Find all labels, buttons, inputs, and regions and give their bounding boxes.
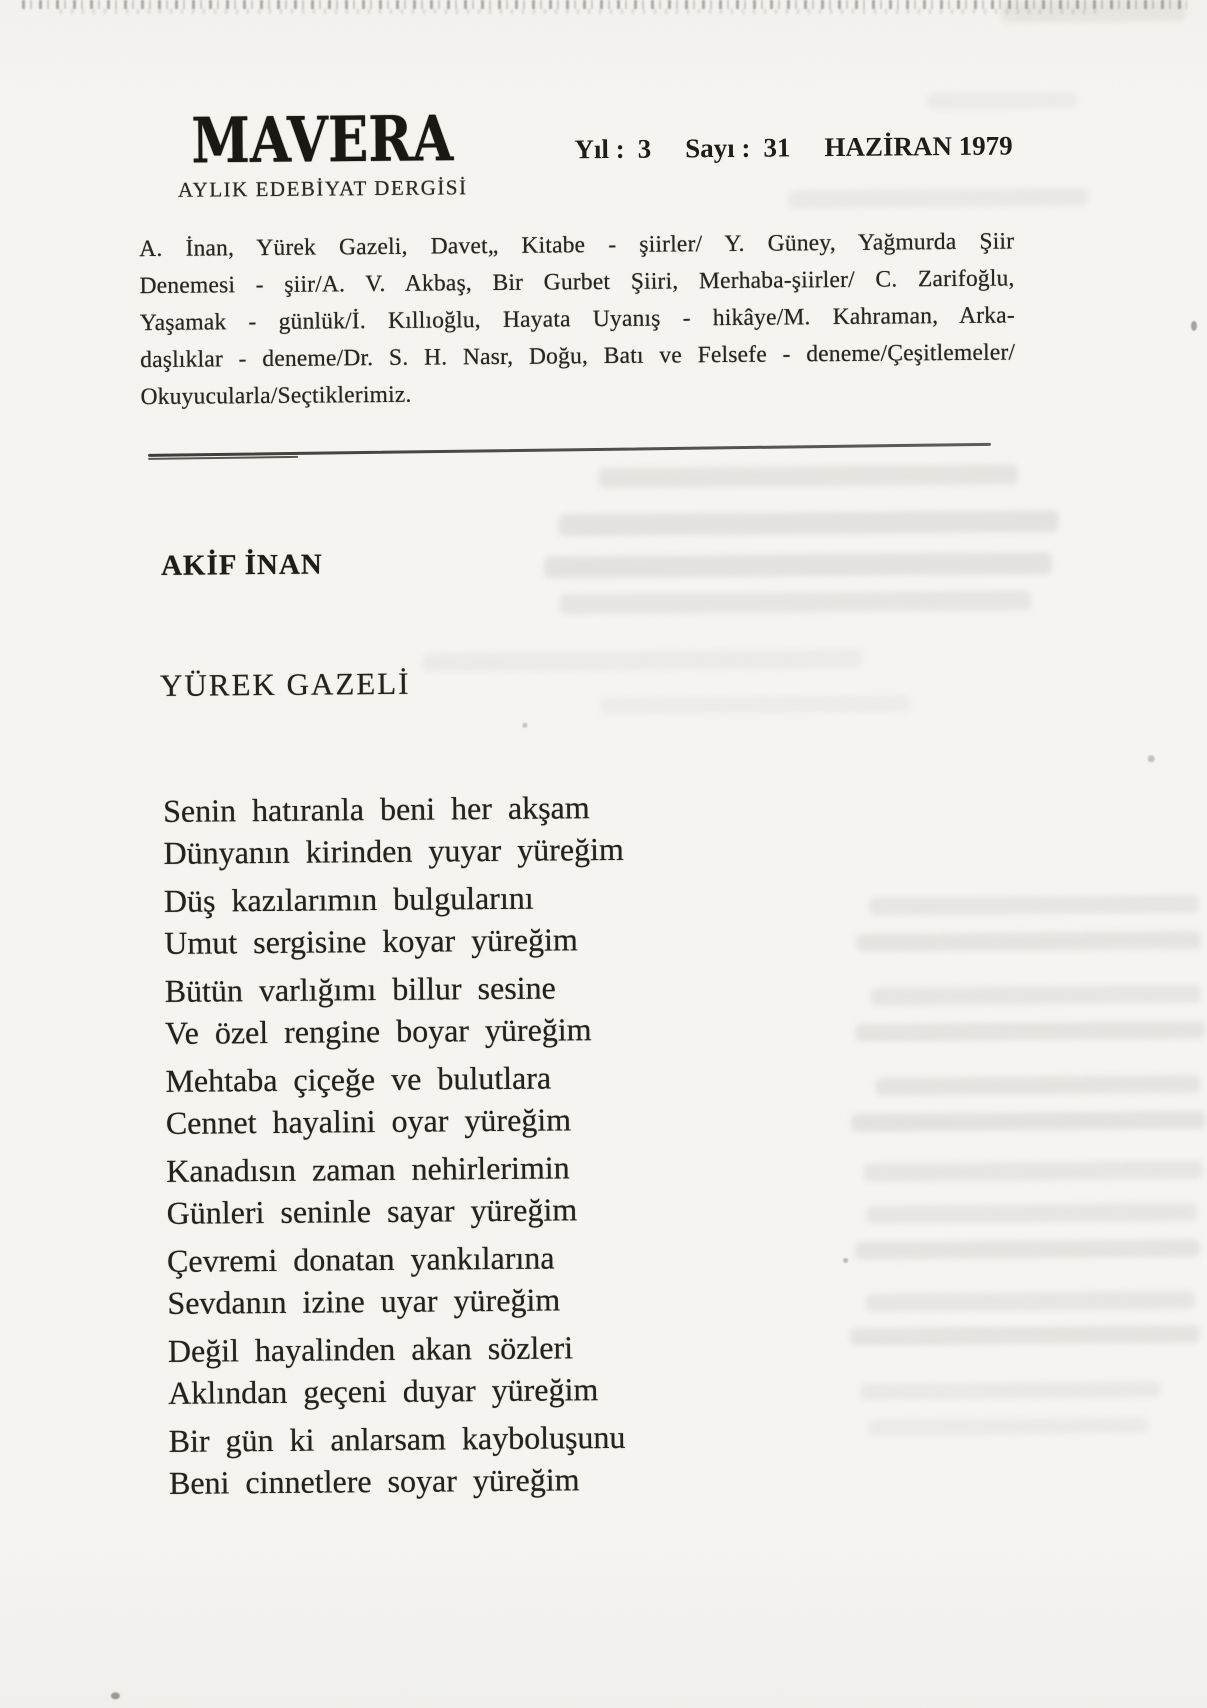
poem-line: Bütün varlığımı billur sesine <box>164 969 556 1009</box>
ghost-text-artifact <box>867 1203 1197 1224</box>
year-value: 3 <box>637 133 652 164</box>
table-of-contents <box>139 223 1016 416</box>
issue-info <box>574 130 1013 165</box>
ghost-text-artifact <box>855 1239 1200 1260</box>
poem-line: Beni cinnetlere soyar yüreğim <box>168 1461 580 1501</box>
ghost-text-artifact <box>876 1075 1201 1096</box>
ink-speck <box>1191 321 1197 331</box>
poem-line: Umut sergisine koyar yüreğim <box>164 921 579 961</box>
month-year: HAZİRAN 1979 <box>824 130 1013 163</box>
ghost-text-artifact <box>559 590 1031 614</box>
ghost-text-artifact <box>559 510 1059 536</box>
magazine-subtitle: AYLIK EDEBİYAT DERGİSİ <box>177 175 468 202</box>
couplet <box>163 786 624 874</box>
issue-value: 31 <box>763 132 791 163</box>
ghost-text-artifact <box>865 1291 1195 1312</box>
poem-line: Günleri seninle sayar yüreğim <box>166 1191 578 1231</box>
poem-line: Mehtaba çiçeğe ve bulutlara <box>165 1059 552 1099</box>
year-label: Yıl : <box>574 133 625 165</box>
toc-line: Denemesi - şiir/A. V. Akbaş, Bir Gurbet Şiiri, Merhaba-şiirler/ C. Zarifoğlu, <box>139 265 1015 300</box>
divider-rule <box>148 443 991 457</box>
ghost-text-artifact <box>871 985 1201 1006</box>
couplet <box>164 876 625 964</box>
poem-line: Ve özel rengine boyar yüreğim <box>164 1011 592 1051</box>
ghost-text-artifact <box>598 464 1018 488</box>
ghost-text-artifact <box>600 695 910 714</box>
ghost-text-artifact <box>544 552 1052 578</box>
poem-author: AKİF İNAN <box>160 548 323 582</box>
poem-line: Çevremi donatan yankılarına <box>166 1239 555 1279</box>
toc-line: A. İnan, Yürek Gazeli, Davet„ Kitabe - şiirler/ Y. Güney, Yağmurda Şiir <box>139 228 1015 263</box>
ghost-text-artifact <box>851 1111 1206 1132</box>
ink-speck <box>1148 755 1155 762</box>
couplet <box>167 1236 628 1324</box>
ghost-text-artifact <box>855 1021 1205 1042</box>
toc-line: daşlıklar - deneme/Dr. S. H. Nasr, Doğu, Batı ve Felsefe - deneme/Çeşitlemeler/ <box>140 339 1016 374</box>
ghost-text-artifact <box>860 1381 1160 1400</box>
couplet <box>165 1056 626 1144</box>
poem-line: Düş kazılarımın bulgularını <box>163 879 534 919</box>
ink-speck <box>522 723 527 728</box>
poem-line: Bir gün ki anlarsam kayboluşunu <box>168 1418 626 1459</box>
couplet <box>168 1326 629 1414</box>
ghost-text-artifact <box>856 931 1201 952</box>
ghost-text-artifact <box>850 1325 1200 1346</box>
poem-line: Senin hatıranla beni her akşam <box>162 789 590 829</box>
masthead <box>160 102 485 203</box>
ghost-text-artifact <box>1001 0 1186 23</box>
ghost-text-artifact <box>868 1417 1148 1435</box>
ink-speck <box>111 1692 120 1699</box>
poem-line: Aklından geçeni duyar yüreğim <box>168 1371 599 1411</box>
poem-line: Değil hayalinden akan sözleri <box>167 1329 574 1369</box>
issue-label: Sayı : <box>685 132 751 164</box>
toc-line: Okuyucularla/Seçtiklerimiz. <box>140 381 412 411</box>
poem-title: YÜREK GAZELİ <box>159 665 411 703</box>
poem-line: Kanadısın zaman nehirlerimin <box>166 1149 570 1189</box>
ghost-text-artifact <box>422 650 862 672</box>
magazine-logo: MAVERA <box>191 102 454 179</box>
ghost-text-artifact <box>927 92 1077 109</box>
ghost-text-artifact <box>788 188 1088 209</box>
poem-line: Cennet hayalini oyar yüreğim <box>165 1101 572 1141</box>
ink-speck <box>843 1258 848 1263</box>
toc-line: Yaşamak - günlük/İ. Kıllıoğlu, Hayata Uyanış - hikâye/M. Kahraman, Arka- <box>139 302 1015 337</box>
poem-body <box>163 786 630 1510</box>
ghost-text-artifact <box>863 1161 1203 1182</box>
couplet <box>165 966 626 1054</box>
couplet <box>168 1416 629 1504</box>
poem-line: Sevdanın izine uyar yüreğim <box>167 1281 561 1321</box>
poem-line: Dünyanın kirinden yuyar yüreğim <box>163 830 624 871</box>
couplet <box>166 1146 627 1234</box>
ghost-text-artifact <box>869 895 1199 916</box>
